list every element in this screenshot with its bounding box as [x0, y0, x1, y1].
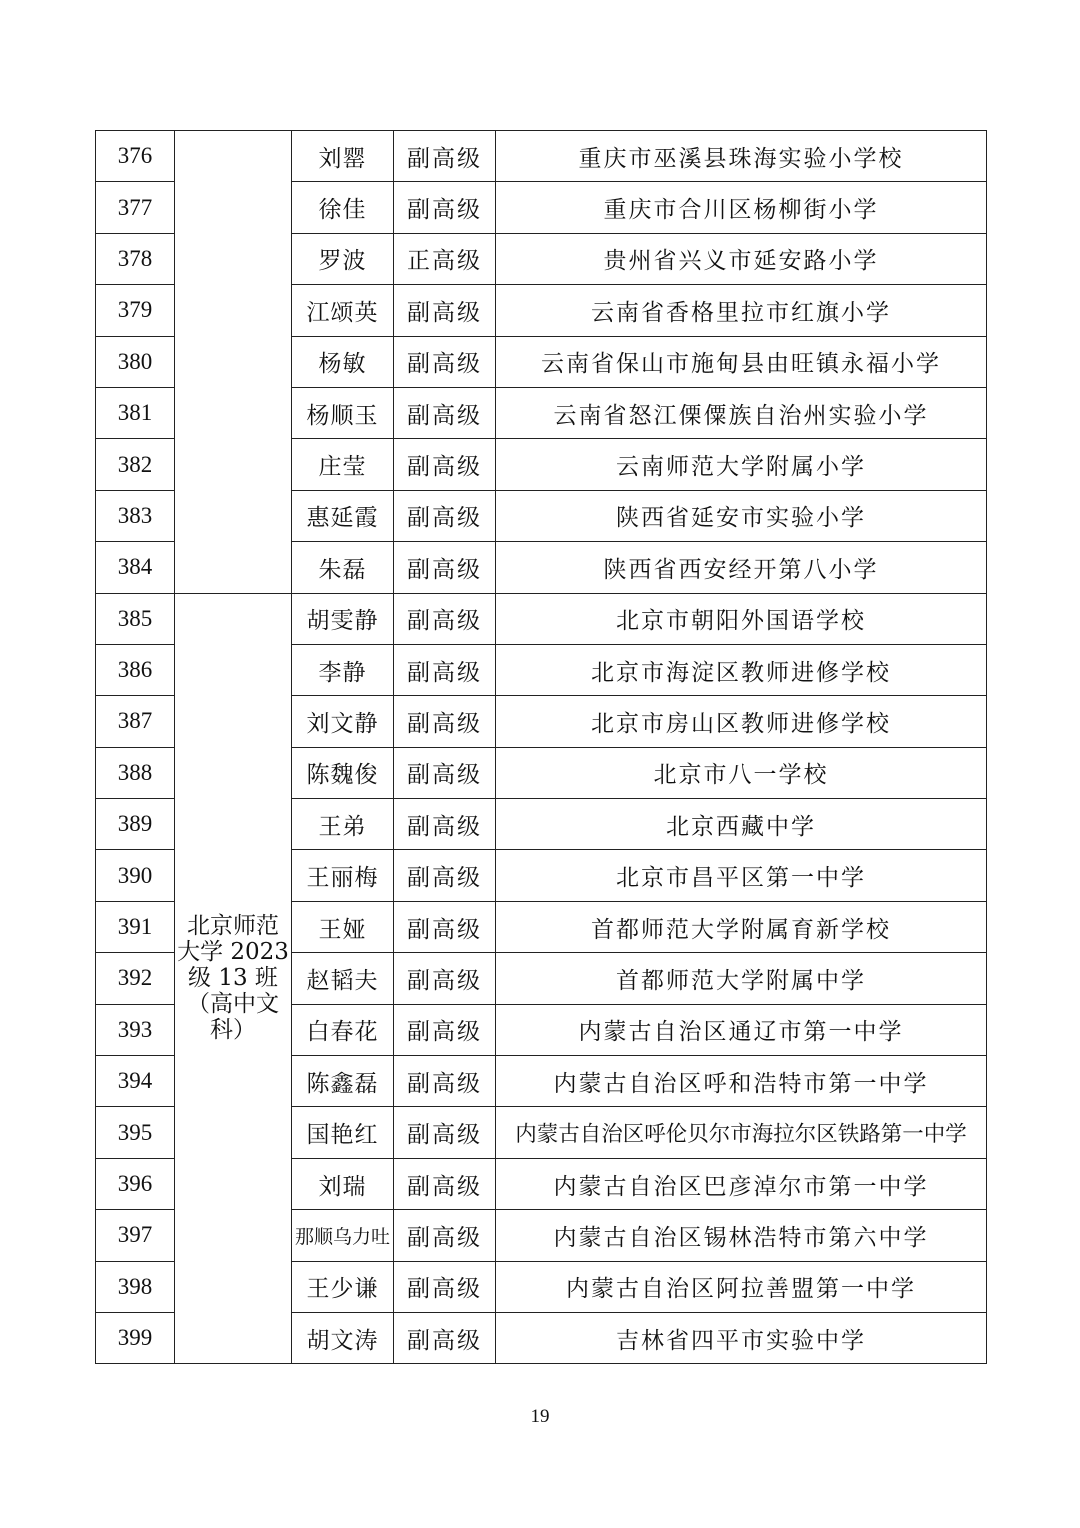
professional-title: 副高级	[394, 1004, 496, 1055]
row-number: 392	[96, 953, 175, 1004]
professional-title: 副高级	[394, 747, 496, 798]
row-number: 391	[96, 901, 175, 952]
page-number: 19	[530, 1406, 550, 1427]
row-number: 398	[96, 1261, 175, 1312]
class-group-line: 科）	[210, 1017, 256, 1044]
school-name: 贵州省兴义市延安路小学	[496, 233, 987, 284]
class-group-line: 大学 2023	[177, 939, 289, 966]
row-number: 397	[96, 1210, 175, 1261]
row-number: 389	[96, 799, 175, 850]
school-name: 云南省保山市施甸县由旺镇永福小学	[496, 336, 987, 387]
row-number: 387	[96, 696, 175, 747]
school-name: 北京市房山区教师进修学校	[496, 696, 987, 747]
teacher-name: 刘文静	[292, 696, 394, 747]
teacher-name: 江颂英	[292, 285, 394, 336]
row-number: 380	[96, 336, 175, 387]
row-number: 384	[96, 542, 175, 593]
class-group-line: 北京师范	[187, 913, 279, 940]
row-number: 396	[96, 1158, 175, 1209]
row-number: 381	[96, 387, 175, 438]
professional-title: 副高级	[394, 850, 496, 901]
school-name: 云南省怒江傈僳族自治州实验小学	[496, 387, 987, 438]
class-group-cell	[175, 593, 292, 1364]
teacher-name: 徐佳	[292, 182, 394, 233]
table-row	[96, 593, 987, 644]
professional-title: 正高级	[394, 233, 496, 284]
school-name: 重庆市巫溪县珠海实验小学校	[496, 131, 987, 182]
teacher-name: 罗波	[292, 233, 394, 284]
row-number: 376	[96, 131, 175, 182]
teacher-name: 王少谦	[292, 1261, 394, 1312]
school-name: 内蒙古自治区呼和浩特市第一中学	[496, 1056, 987, 1107]
school-name: 内蒙古自治区锡林浩特市第六中学	[496, 1210, 987, 1261]
school-name: 云南省香格里拉市红旗小学	[496, 285, 987, 336]
teacher-name: 庄莹	[292, 439, 394, 490]
professional-title: 副高级	[394, 644, 496, 695]
teacher-name: 胡雯静	[292, 593, 394, 644]
teacher-name: 惠延霞	[292, 490, 394, 541]
teacher-name: 王娅	[292, 901, 394, 952]
school-name: 首都师范大学附属育新学校	[496, 901, 987, 952]
teacher-name: 陈鑫磊	[292, 1056, 394, 1107]
teacher-name: 胡文涛	[292, 1312, 394, 1363]
professional-title: 副高级	[394, 1107, 496, 1158]
row-number: 385	[96, 593, 175, 644]
row-number: 399	[96, 1312, 175, 1363]
row-number: 383	[96, 490, 175, 541]
school-name: 内蒙古自治区巴彦淖尔市第一中学	[496, 1158, 987, 1209]
class-group-line: 级 13 班	[188, 965, 278, 992]
school-name: 陕西省西安经开第八小学	[496, 542, 987, 593]
class-group-cell	[175, 131, 292, 594]
row-number: 388	[96, 747, 175, 798]
school-name: 内蒙古自治区呼伦贝尔市海拉尔区铁路第一中学	[496, 1107, 987, 1158]
professional-title: 副高级	[394, 696, 496, 747]
teacher-name: 杨顺玉	[292, 387, 394, 438]
class-group-line: （高中文	[187, 991, 279, 1018]
professional-title: 副高级	[394, 799, 496, 850]
school-name: 云南师范大学附属小学	[496, 439, 987, 490]
professional-title: 副高级	[394, 901, 496, 952]
teacher-name: 朱磊	[292, 542, 394, 593]
row-number: 379	[96, 285, 175, 336]
school-name: 北京市昌平区第一中学	[496, 850, 987, 901]
row-number: 382	[96, 439, 175, 490]
professional-title: 副高级	[394, 182, 496, 233]
professional-title: 副高级	[394, 336, 496, 387]
school-name: 北京市海淀区教师进修学校	[496, 644, 987, 695]
teacher-list-table	[95, 130, 987, 1364]
school-name: 北京市八一学校	[496, 747, 987, 798]
teacher-name: 李静	[292, 644, 394, 695]
professional-title: 副高级	[394, 593, 496, 644]
teacher-name: 王丽梅	[292, 850, 394, 901]
row-number: 390	[96, 850, 175, 901]
table-row	[96, 131, 987, 182]
row-number: 394	[96, 1056, 175, 1107]
professional-title: 副高级	[394, 1261, 496, 1312]
teacher-name: 陈魏俊	[292, 747, 394, 798]
teacher-name: 国艳红	[292, 1107, 394, 1158]
professional-title: 副高级	[394, 542, 496, 593]
school-name: 吉林省四平市实验中学	[496, 1312, 987, 1363]
row-number: 395	[96, 1107, 175, 1158]
row-number: 393	[96, 1004, 175, 1055]
professional-title: 副高级	[394, 131, 496, 182]
professional-title: 副高级	[394, 387, 496, 438]
school-name: 北京西藏中学	[496, 799, 987, 850]
row-number: 378	[96, 233, 175, 284]
professional-title: 副高级	[394, 1210, 496, 1261]
school-name: 重庆市合川区杨柳街小学	[496, 182, 987, 233]
teacher-name: 白春花	[292, 1004, 394, 1055]
teacher-name: 杨敏	[292, 336, 394, 387]
professional-title: 副高级	[394, 439, 496, 490]
teacher-name: 赵韬夫	[292, 953, 394, 1004]
professional-title: 副高级	[394, 1312, 496, 1363]
professional-title: 副高级	[394, 1056, 496, 1107]
school-name: 北京市朝阳外国语学校	[496, 593, 987, 644]
table-body	[96, 131, 987, 1364]
school-name: 首都师范大学附属中学	[496, 953, 987, 1004]
teacher-name: 王弟	[292, 799, 394, 850]
teacher-name: 刘罂	[292, 131, 394, 182]
school-name: 内蒙古自治区通辽市第一中学	[496, 1004, 987, 1055]
row-number: 386	[96, 644, 175, 695]
school-name: 陕西省延安市实验小学	[496, 490, 987, 541]
professional-title: 副高级	[394, 1158, 496, 1209]
professional-title: 副高级	[394, 953, 496, 1004]
teacher-name: 那顺乌力吐	[292, 1210, 394, 1261]
school-name: 内蒙古自治区阿拉善盟第一中学	[496, 1261, 987, 1312]
teacher-name: 刘瑞	[292, 1158, 394, 1209]
professional-title: 副高级	[394, 285, 496, 336]
professional-title: 副高级	[394, 490, 496, 541]
row-number: 377	[96, 182, 175, 233]
